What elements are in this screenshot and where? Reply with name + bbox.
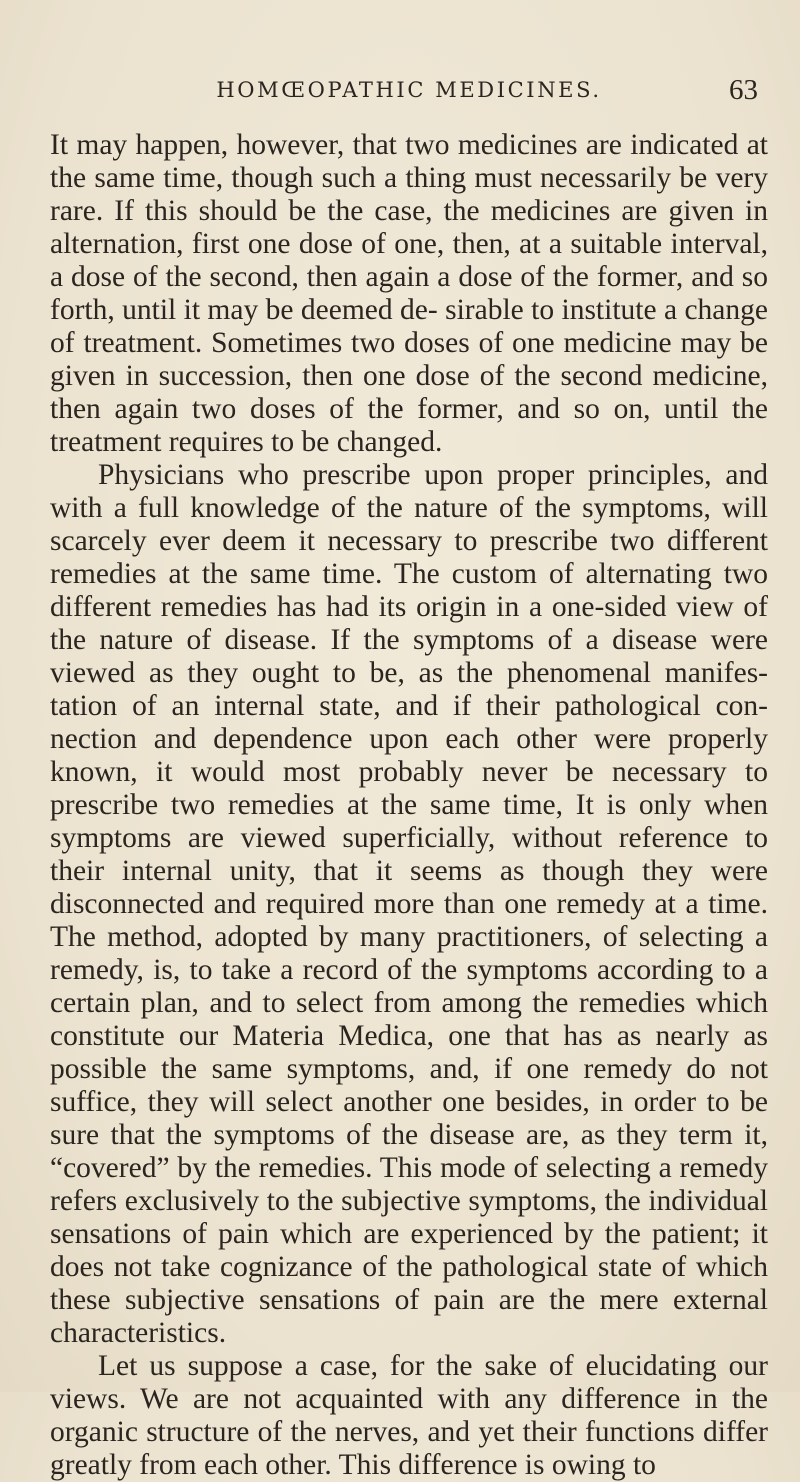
- body-text: [50, 129, 768, 1482]
- paragraph: Let us suppose a case, for the sake of elucidating our views. We are not acquainted with any difference in the organic structure of the nerves, and yet their functions differ greatly from each other. This difference is owing to: [50, 1350, 768, 1481]
- page-number: 63: [729, 74, 758, 106]
- paragraph: Physicians who prescribe upon proper principles, and with a full knowledge of the nature of the symptoms, will scarcely ever deem it necessary to prescribe two different remedies at the same time. The custom of alternating two different remedies has had its origin in a one-sided view of the nature of disease. If the symptoms of a disease were viewed as they ought to be, as the phenomenal manifes- tation of an internal state, and if their pathological con- nection and dependence upon each other were properly known, it would most probably never be necessary to prescribe two remedies at the same time, It is only when symptoms are viewed superficially, without reference to their internal unity, that it seems as though they were disconnected and required more than one remedy at a time. The method, adopted by many practitioners, of selecting a remedy, is, to take a record of the symptoms according to a certain plan, and to select from among the remedies which constitute our Materia Medica, one that has as nearly as possible the same symptoms, and, if one remedy do not suffice, they will select another one besides, in order to be sure that the symptoms of the disease are, as they term it, “covered” by the remedies. This mode of selecting a remedy refers exclusively to the subjective symptoms, the individual sensations of pain which are experienced by the patient; it does not take cognizance of the pathological state of which these subjective sensations of pain are the mere external characteristics.: [50, 459, 768, 1349]
- paragraph: It may happen, however, that two medicines are indicated at the same time, though such a thing must necessarily be very rare. If this should be the case, the medicines are given in alternation, first one dose of one, then, at a suitable interval, a dose of the second, then again a dose of the former, and so forth, until it may be deemed de- sirable to institute a change of treatment. Sometimes two doses of one medicine may be given in succession, then one dose of the second medicine, then again two doses of the former, and so on, until the treatment requires to be changed.: [50, 129, 768, 458]
- running-title: HOMŒOPATHIC MEDICINES.: [216, 78, 602, 102]
- running-head: [50, 74, 768, 114]
